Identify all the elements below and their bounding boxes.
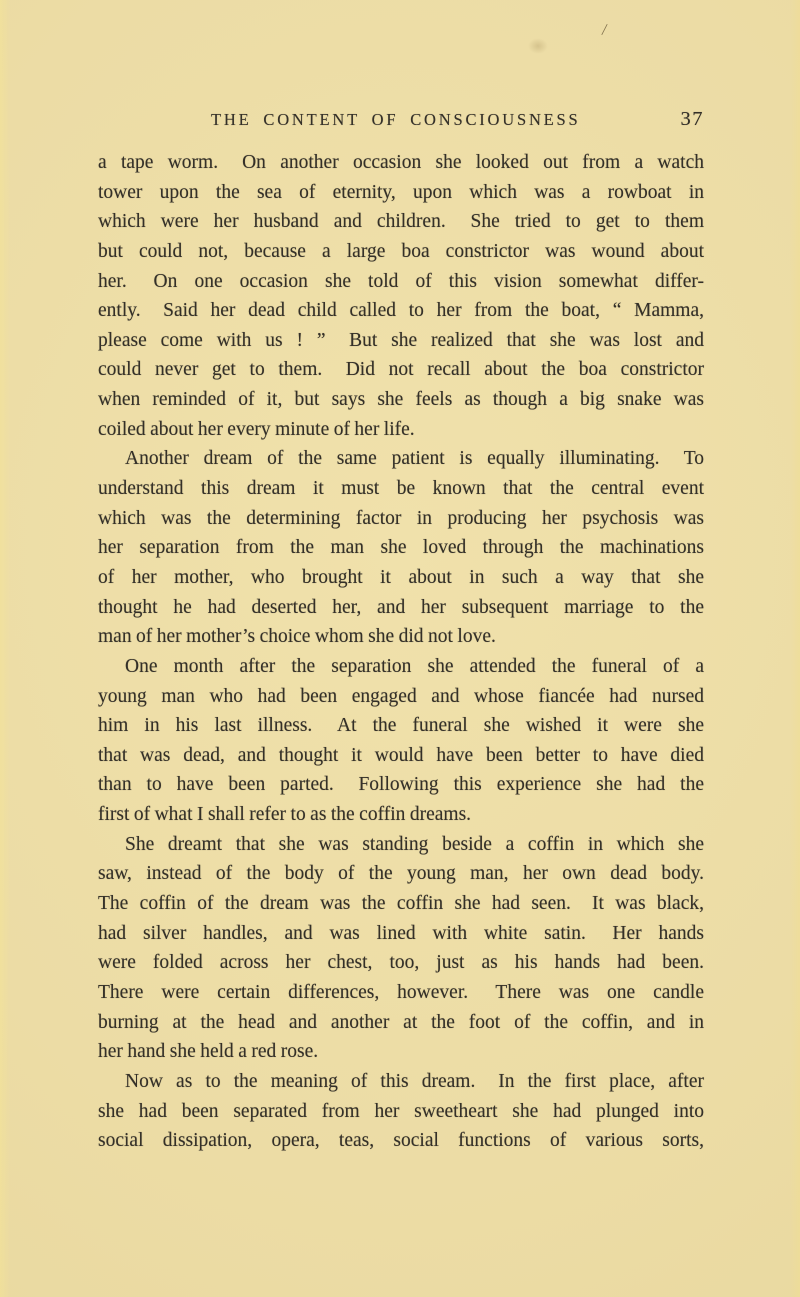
page-text xyxy=(98,148,704,1156)
text-line: burning at the head and another at the foot of the coffin, and in xyxy=(98,1011,704,1033)
text-line: understand this dream it must be known that the central event xyxy=(98,478,704,500)
text-line: her. On one occasion she told of this vision somewhat differ- xyxy=(98,270,704,292)
header-title: THE CONTENT OF CONSCIOUSNESS xyxy=(211,110,581,129)
text-line: please come with us ! ” But she realized that she was lost and xyxy=(98,329,704,351)
text-line: coiled about her every minute of her life. xyxy=(98,418,415,440)
text-line: saw, instead of the body of the young man, her own dead body. xyxy=(98,863,704,885)
running-header xyxy=(0,108,800,138)
page-number: 37 xyxy=(680,108,704,130)
text-line: There were certain differences, however. There was one candle xyxy=(98,981,704,1003)
text-line: her separation from the man she loved through the machinations xyxy=(98,537,704,559)
text-line: could never get to them. Did not recall about the boa constrictor xyxy=(98,359,704,381)
text-line: she had been separated from her sweetheart she had plunged into xyxy=(98,1100,704,1122)
text-line: tower upon the sea of eternity, upon which was a rowboat in xyxy=(98,181,704,203)
text-line: were folded across her chest, too, just as his hands had been. xyxy=(98,952,704,974)
text-line: Another dream of the same patient is equally illuminating. To xyxy=(125,448,704,470)
text-line: One month after the separation she attended the funeral of a xyxy=(125,655,704,677)
page-edge-left xyxy=(0,0,10,1297)
text-line: Now as to the meaning of this dream. In the first place, after xyxy=(125,1070,704,1092)
text-line: ently. Said her dead child called to her from the boat, “ Mamma, xyxy=(98,300,704,322)
text-line: of her mother, who brought it about in such a way that she xyxy=(98,566,704,588)
scan-smudge xyxy=(528,38,548,54)
text-line: him in his last illness. At the funeral she wished it were she xyxy=(98,715,704,737)
text-line: young man who had been engaged and whose fiancée had nursed xyxy=(98,685,704,707)
text-line: man of her mother’s choice whom she did not love. xyxy=(98,626,496,648)
text-line: that was dead, and thought it would have been better to have died xyxy=(98,744,704,766)
text-line: social dissipation, opera, teas, social functions of various sorts, xyxy=(98,1130,704,1152)
text-line: a tape worm. On another occasion she looked out from a watch xyxy=(98,152,704,173)
text-line: when reminded of it, but says she feels as though a big snake was xyxy=(98,389,704,411)
text-line: had silver handles, and was lined with white satin. Her hands xyxy=(98,922,704,944)
text-line: her hand she held a red rose. xyxy=(98,1041,319,1063)
text-line: than to have been parted. Following this experience she had the xyxy=(98,774,704,796)
text-line: first of what I shall refer to as the coffin dreams. xyxy=(98,804,472,826)
page-edge-right xyxy=(790,0,800,1297)
text-line: which were her husband and children. She tried to get to them xyxy=(98,211,704,233)
text-line: but could not, because a large boa constrictor was wound about xyxy=(98,240,704,262)
text-line: which was the determining factor in producing her psychosis was xyxy=(98,507,704,529)
text-line: She dreamt that she was standing beside a coffin in which she xyxy=(125,833,704,855)
text-line: thought he had deserted her, and her subsequent marriage to the xyxy=(98,596,704,618)
scan-mark-icon: / xyxy=(600,19,609,40)
text-line: The coffin of the dream was the coffin she had seen. It was black, xyxy=(98,893,704,915)
